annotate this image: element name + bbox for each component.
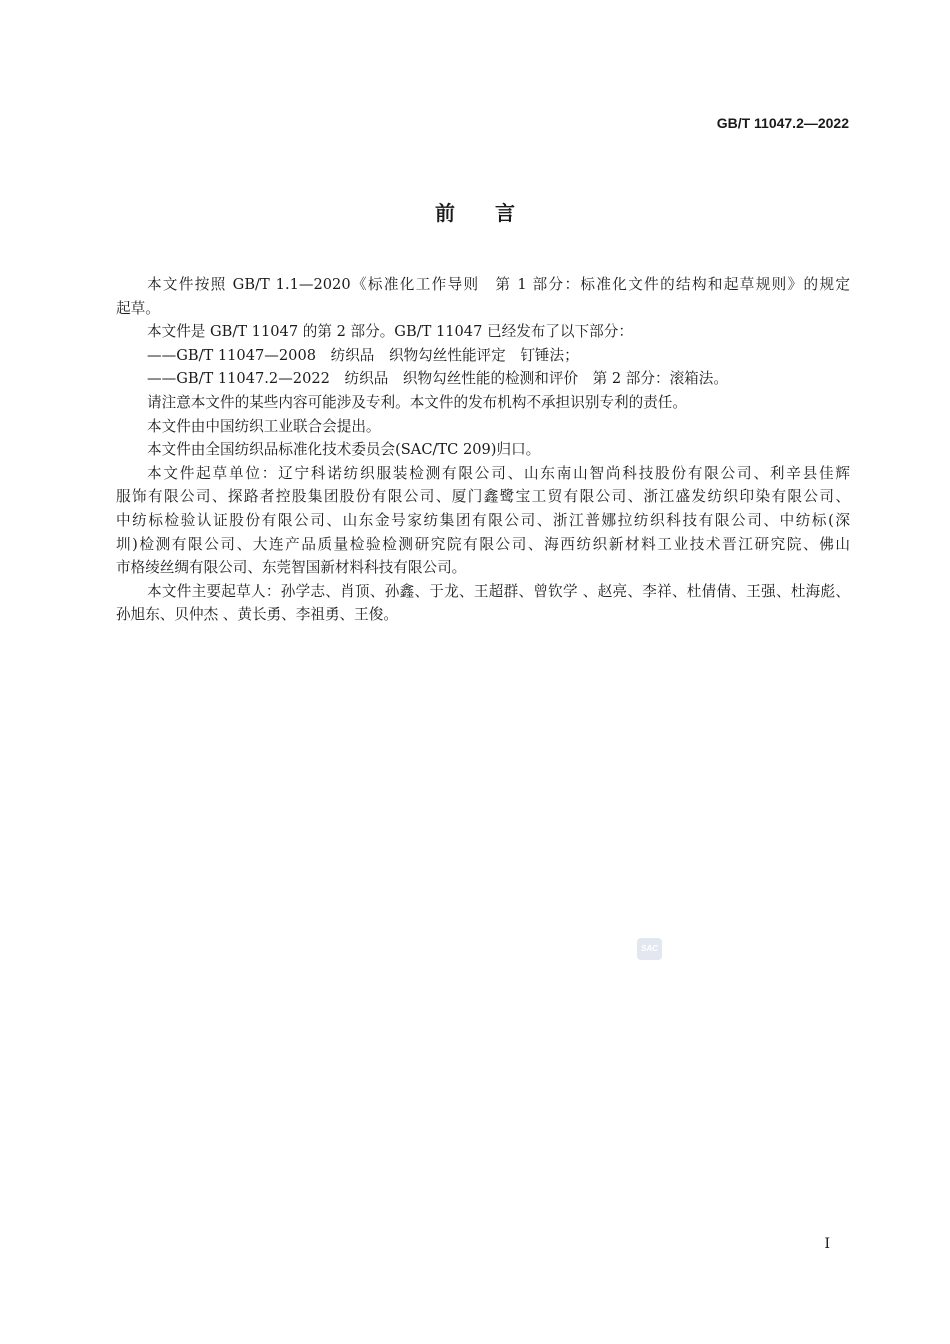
paragraph: [116, 273, 850, 320]
text-line: ——GB/T 11047.2—2022 纺织品 织物勾丝性能的检测和评价 第 2 部分：滚箱法。: [147, 370, 728, 388]
text-line: 服饰有限公司、探路者控股集团股份有限公司、厦门鑫鹭宝工贸有限公司、浙江盛发纺织印染有限公司、: [116, 488, 850, 506]
text-line: 圳)检测有限公司、大连产品质量检验检测研究院有限公司、海西纺织新材料工业技术晋江研究院、佛山: [116, 535, 850, 553]
text-line: 本文件起草单位：辽宁科诺纺织服装检测有限公司、山东南山智尚科技股份有限公司、利辛县佳辉: [147, 464, 850, 482]
paragraph: [116, 320, 850, 344]
paragraph: [116, 415, 850, 439]
paragraph: [116, 367, 850, 391]
paragraph: [116, 438, 850, 462]
page-number: I: [824, 1236, 830, 1252]
text-line: 起草。: [116, 299, 160, 317]
text-line: 中纺标检验认证股份有限公司、山东金号家纺集团有限公司、浙江普娜拉纺织科技有限公司、中纺标(深: [116, 511, 850, 529]
text-line: 请注意本文件的某些内容可能涉及专利。本文件的发布机构不承担识别专利的责任。: [147, 393, 687, 411]
text-line: 孙旭东、贝仲杰 、黄长勇、李祖勇、王俊。: [116, 606, 398, 624]
paragraph: [116, 344, 850, 368]
text-line: 本文件主要起草人：孙学志、肖顶、孙鑫、于龙、王超群、曾钦学 、赵亮、李祥、杜倩倩、王强、杜海彪、: [147, 582, 850, 600]
text-line: 市格绫丝绸有限公司、东莞智国新材料科技有限公司。: [116, 559, 467, 577]
text-line: 本文件由中国纺织工业联合会提出。: [147, 417, 381, 435]
standard-number: GB/T 11047.2—2022: [716, 115, 849, 131]
page-title: 前言: [435, 201, 555, 225]
sac-logo-watermark: SAC: [637, 938, 662, 960]
text-line: ——GB/T 11047—2008 纺织品 织物勾丝性能评定 钉锤法；: [147, 346, 579, 364]
foreword-body: [116, 273, 850, 627]
paragraph: [116, 462, 850, 580]
text-line: 本文件由全国纺织品标准化技术委员会(SAC/TC 209)归口。: [147, 441, 541, 459]
text-line: 本文件按照 GB/T 1.1—2020《标准化工作导则 第 1 部分：标准化文件的结构和起草规则》的规定: [147, 276, 850, 293]
paragraph: [116, 391, 850, 415]
paragraph: [116, 580, 850, 627]
text-line: 本文件是 GB/T 11047 的第 2 部分。GB/T 11047 已经发布了以下部分：: [147, 323, 633, 341]
